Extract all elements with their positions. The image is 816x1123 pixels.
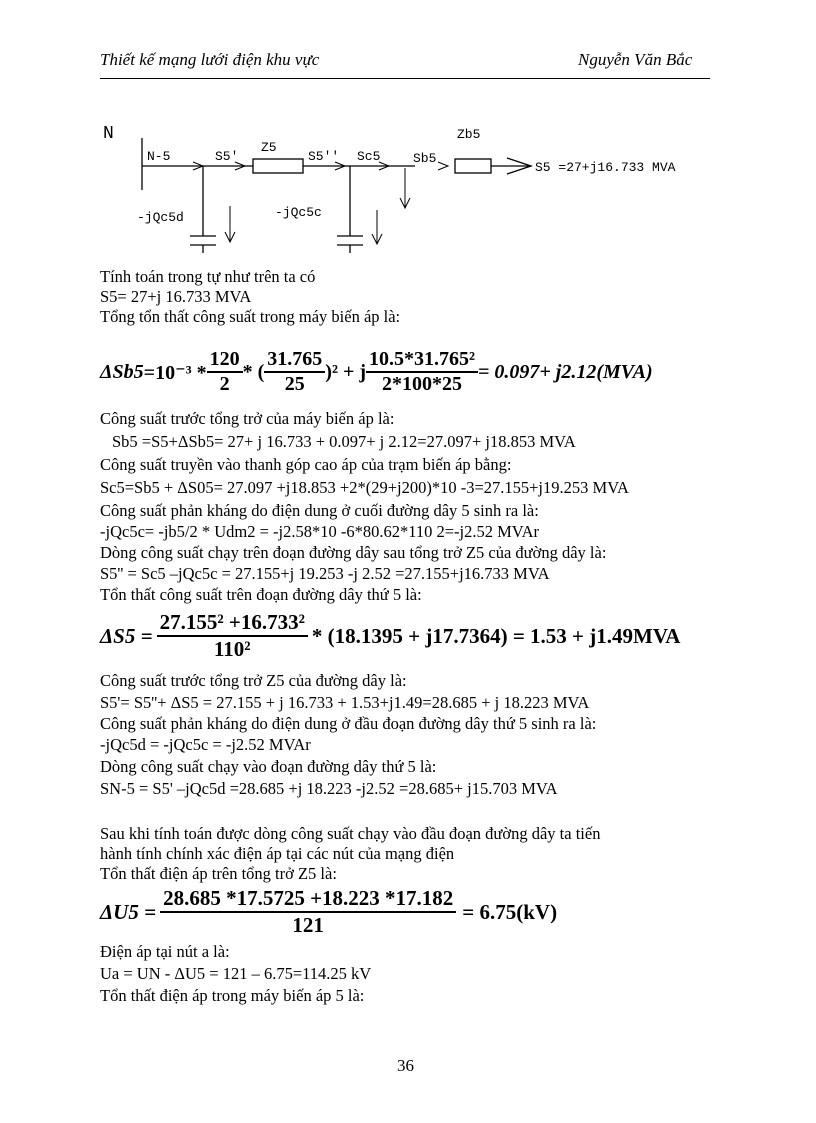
line-label: N-5 — [147, 149, 171, 164]
z5-label: Z5 — [261, 140, 277, 155]
text-line-12: Tổn thất công suất trên đoạn đường dây thứ 5 là: — [100, 585, 422, 604]
text-line-23: Ua = UN - ΔU5 = 121 – 6.75=114.25 kV — [100, 964, 372, 983]
header-rule — [100, 78, 710, 79]
header-author: Nguyễn Văn Bắc — [578, 50, 693, 69]
text-line-3: Tổng tổn thất công suất trong máy biến áp là: — [100, 307, 401, 326]
text-line-14: S5'= S5''+ ΔS5 = 27.155 + j 16.733 + 1.53+j1.49=28.685 + j 18.223 MVA — [100, 693, 590, 712]
text-line-7: Sc5=Sb5 + ΔS05= 27.097 +j18.853 +2*(29+j200)*10 -3=27.155+j19.253 MVA — [100, 478, 629, 497]
text-line-8: Công suất phản kháng do điện dung ở cuối đường dây 5 sinh ra là: — [100, 501, 539, 520]
text-line-6: Công suất truyền vào thanh góp cao áp của trạm biến áp bằng: — [100, 455, 512, 474]
zb5-label: Zb5 — [457, 127, 481, 142]
circuit-diagram — [95, 118, 725, 258]
text-line-4: Công suất trước tổng trở của máy biến áp là: — [100, 409, 395, 428]
sb5-label: Sb5 — [413, 151, 437, 166]
text-line-13: Công suất trước tổng trở Z5 của đường dây là: — [100, 671, 407, 690]
text-line-16: -jQc5d = -jQc5c = -j2.52 MVAr — [100, 735, 311, 754]
qc5d-label: -jQc5d — [137, 210, 184, 225]
text-line-21: Tổn thất điện áp trên tổng trở Z5 là: — [100, 864, 337, 883]
sc5-label: Sc5 — [357, 149, 381, 164]
text-line-18: SN-5 = S5' –jQc5d =28.685 +j 18.223 -j2.52 =28.685+ j15.703 MVA — [100, 779, 558, 798]
text-line-15: Công suất phản kháng do điện dung ở đầu đoạn đường dây thứ 5 sinh ra là: — [100, 714, 597, 733]
text-line-17: Dòng công suất chạy vào đoạn đường dây thứ 5 là: — [100, 757, 437, 776]
s5p-label: S5' — [215, 149, 239, 164]
text-line-22: Điện áp tại nút a là: — [100, 942, 230, 961]
text-line-19: Sau khi tính toán được dòng công suất chạy vào đầu đoạn đường dây ta tiến — [100, 824, 601, 843]
text-line-20: hành tính chính xác điện áp tại các nút của mạng điện — [100, 844, 455, 863]
text-line-2: S5= 27+j 16.733 MVA — [100, 287, 252, 306]
qc5c-label: -jQc5c — [275, 205, 322, 220]
header-title: Thiết kế mạng lưới điện khu vực — [100, 50, 320, 69]
page-number: 36 — [397, 1056, 414, 1075]
node-n-label: N — [103, 124, 114, 144]
output-label: S5 =27+j16.733 MVA — [535, 160, 676, 175]
text-line-1: Tính toán trong tự như trên ta có — [100, 267, 316, 286]
text-line-10: Dòng công suất chạy trên đoạn đường dây sau tổng trở Z5 của đường dây là: — [100, 543, 607, 562]
equation-voltage-drop: ΔU5 = $\frac{28.685 *17.5725 +18.223 *17.182}{121}$ = 6.75(kV) — [100, 886, 558, 937]
text-line-11: S5'' = Sc5 –jQc5c = 27.155+j 19.253 -j 2.52 =27.155+j16.733 MVA — [100, 564, 550, 583]
text-line-9: -jQc5c= -jb5/2 * Udm2 = -j2.58*10 -6*80.62*110 2=-j2.52 MVAr — [100, 522, 540, 541]
equation-transformer-loss: ΔSb5 =10⁻³ * $\frac{120}{2}$ * ( $\frac{31.765}{25}$ )² + j $\frac{\text{10.5*31.765²}}{2*100*25}$ = 0.097+ j2.12(MVA) — [100, 348, 653, 395]
s5pp-label: S5'' — [308, 149, 340, 164]
equation-line-loss: ΔS5 = $\frac{\text{27.155² +16.733²}}{\text{110²}}$ * (18.1395 + j17.7364) = 1.53 + j1.49MVA — [100, 610, 681, 661]
text-line-24: Tổn thất điện áp trong máy biến áp 5 là: — [100, 986, 365, 1005]
text-line-5: Sb5 =S5+ΔSb5= 27+ j 16.733 + 0.097+ j 2.12=27.097+ j18.853 MVA — [112, 432, 576, 451]
